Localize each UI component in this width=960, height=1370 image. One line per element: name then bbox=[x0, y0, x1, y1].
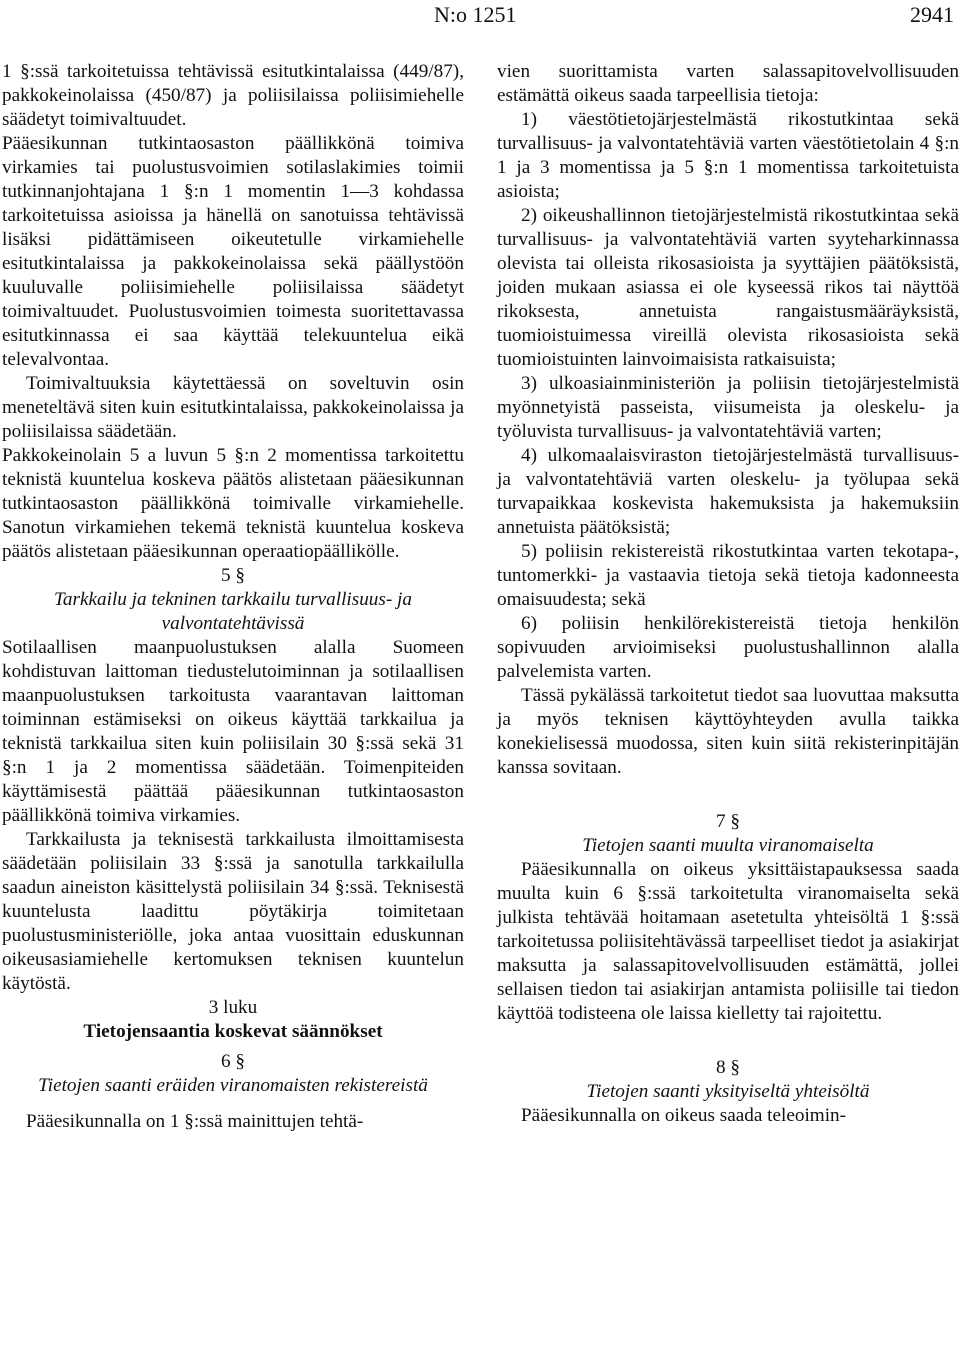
paragraph: Pääesikunnalla on oikeus saada teleoimin- bbox=[521, 1105, 847, 1126]
right-column bbox=[497, 60, 959, 1128]
paragraph: Tässä pykälässä tarkoitetut tiedot saa luovuttaa maksutta ja myös teknisen käyttöyhteyden avulla taikka konekielisessä muodossa, siten kuin siitä rekisterinpitäjän kanssa sovitaan. bbox=[497, 685, 959, 778]
paragraph: Tarkkailusta ja teknisestä tarkkailusta ilmoittamisesta säädetään poliisilain 33 §:ssä ja sanotulla tarkkailulla saadun aineiston käsittelystä poliisilain 34 §:ssä. Teknisestä kuuntelusta laadittu pöytäkirja toimitetaan puolustusministeriölle, joka antaa vuosittain eduskunnan oikeusasiamiehelle kertomuksen teknisen kuuntelun käytöstä. bbox=[2, 829, 464, 994]
chapter-number: 3 luku bbox=[208, 997, 258, 1018]
chapter-title: Tietojensaantia koskevat säännökset bbox=[83, 1021, 383, 1042]
paragraph: Pääesikunnalla on 1 §:ssä mainittujen tehtä- bbox=[26, 1111, 364, 1132]
section-number: 8 § bbox=[716, 1057, 740, 1078]
paragraph: Toimivaltuuksia käytettäessä on soveltuvin osin meneteltävä siten kuin esitutkintalaissa, pakkokeinolaissa ja poliisilaissa säädetään. bbox=[2, 373, 464, 442]
section-title: Tietojen saanti eräiden viranomaisten rekistereistä bbox=[38, 1075, 428, 1096]
section-title: Tietojen saanti yksityiseltä yhteisöltä bbox=[586, 1081, 870, 1102]
list-item: 6) poliisin henkilörekistereistä tietoja henkilön sopivuuden arvioimiseksi puolustushallinnon alalla palvelemista varten. bbox=[497, 613, 959, 682]
page-header bbox=[0, 0, 960, 30]
list-item: 2) oikeushallinnon tietojärjestelmistä rikostutkintaa sekä turvallisuus- ja valvontatehtäviä varten syyteharkinnassa olevista tai olleista rikosasioista ja syyttäjien päätöksistä, joiden mukaan asiassa ei ole kyseessä rikos tai näyttöä rikoksesta, annetuista rangaistusmääräyksistä, tuomioistuimessa vireillä olevista rikosasioista sekä tuomioistuinten lainvoimaisista ratkaisuista; bbox=[497, 205, 959, 370]
section-title: Tietojen saanti muulta viranomaiselta bbox=[582, 835, 874, 856]
paragraph: Pakkokeinolain 5 a luvun 5 §:n 2 momentissa tarkoitettu teknistä kuuntelua koskeva päätös alistetaan pääesikunnan tutkintaosaston päällikkönä toimivalle virkamiehelle. Sanotun virkamiehen tekemä teknistä kuuntelua koskeva päätös alistetaan pääesikunnan operaatiopäällikölle. bbox=[2, 445, 464, 562]
paragraph: Pääesikunnan tutkintaosaston päällikkönä toimiva virkamies tai puolustusvoimien sotilaslakimies toimii tutkinnanjohtajana 1 §:n 1 momentin 1—3 kohdassa tarkoitetuissa asioissa ja hänellä on sanotuissa tehtävissä lisäksi pidättämiseen oikeutetulle virkamiehelle esitutkintalaissa ja pakkokeinolaissa sekä päällystöön kuuluvalle poliisimiehelle poliisilaissa säädetyt toimivaltuudet. Puolustusvoimien toimesta suoritettavassa esitutkinnassa ei saa käyttää telekuuntelua eikä televalvontaa. bbox=[2, 133, 464, 370]
section-number: 7 § bbox=[716, 811, 740, 832]
page-number: 2941 bbox=[910, 2, 954, 27]
list-item: 1) väestötietojärjestelmästä rikostutkintaa sekä turvallisuus- ja valvontatehtäviä varten väestötietolain 4 §:n 1 ja 3 momentissa ja 5 §:n 1 momentissa tarkoitetuista asioista; bbox=[497, 109, 959, 202]
section-title: Tarkkailu ja tekninen tarkkailu turvallisuus- ja valvontatehtävissä bbox=[54, 589, 412, 634]
issue-number: N:o 1251 bbox=[434, 2, 517, 27]
section-number: 5 § bbox=[221, 565, 245, 586]
paragraph-continuation: 1 §:ssä tarkoitetuissa tehtävissä esitutkintalaissa (449/87), pakkokeinolaissa (450/87) ja poliisilaissa poliisimiehelle säädetyt toimivaltuudet. bbox=[2, 61, 464, 130]
paragraph-continuation: vien suorittamista varten salassapitovelvollisuuden estämättä oikeus saada tarpeellisia tietoja: bbox=[497, 61, 959, 106]
left-column bbox=[2, 60, 464, 1134]
paragraph: Sotilaallisen maanpuolustuksen alalla Suomeen kohdistuvan laittoman tiedustelutoiminnan ja sotilaallisen maanpuolustuksen tarkoitusta vaarantavan laittoman toiminnan estämiseksi on oikeus käyttää tarkkailua ja teknistä tarkkailua siten kuin poliisilain 30 §:ssä sekä 31 §:n 1 ja 2 momentissa säädetään. Toimenpiteiden käyttämisestä päättää pääesikunnan tutkintaosaston päällikkönä toimiva virkamies. bbox=[2, 637, 464, 826]
section-number: 6 § bbox=[221, 1051, 245, 1072]
paragraph: Pääesikunnalla on oikeus yksittäistapauksessa saada muulta kuin 6 §:ssä tarkoitetulta viranomaiselta sekä julkista tehtävää hoitamaan asetetulta yhteisöltä 1 §:ssä tarkoitetussa poliisitehtävässä tarpeelliset tiedot ja asiakirjat maksutta ja salassapitovelvollisuuden estämättä, jollei sellaisen tiedon tai asiakirjan antamista poliisille tai tiedon käyttöä todisteena ole laissa kielletty tai rajoitettu. bbox=[497, 859, 959, 1024]
list-item: 4) ulkomaalaisviraston tietojärjestelmästä turvallisuus- ja valvontatehtäviä varten oleskelu- ja työlupaa sekä turvapaikkaa koskevista hakemuksista ja hakemuksiin annetuista päätöksistä; bbox=[497, 445, 959, 538]
list-item: 5) poliisin rekistereistä rikostutkintaa varten tekotapa-, tuntomerkki- ja vastaavia tietoja sekä tietoja kadonneesta omaisuudesta; sekä bbox=[497, 541, 959, 610]
list-item: 3) ulkoasiainministeriön ja poliisin tietojärjestelmistä myönnetyistä passeista, viisumeista ja oleskelu- ja työluvista turvallisuus- ja valvontatehtäviä varten; bbox=[497, 373, 959, 442]
